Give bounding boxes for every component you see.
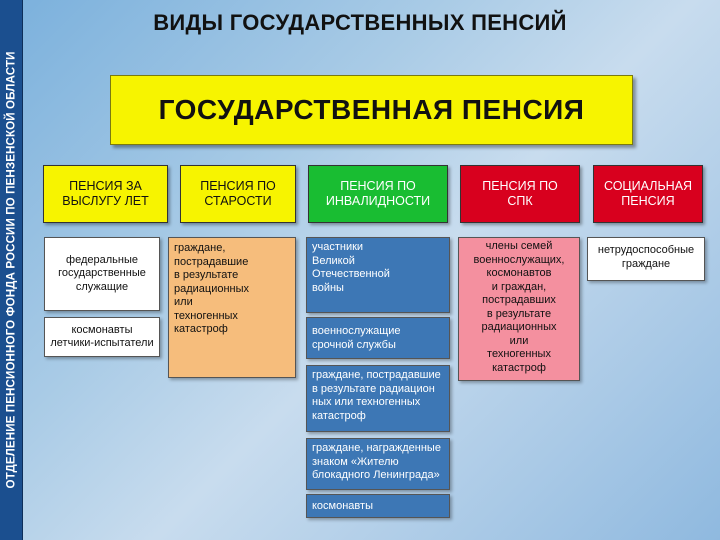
service-item-cosmonauts: космонавты летчики-испытатели [44, 317, 160, 357]
social-item: нетрудоспособные граждане [587, 237, 705, 281]
header-old-age-pension: ПЕНСИЯ ПО СТАРОСТИ [180, 165, 296, 223]
disability-item-conscripts: военнослужащие срочной службы [306, 317, 450, 359]
header-disability-pension: ПЕНСИЯ ПО ИНВАЛИДНОСТИ [308, 165, 448, 223]
sidebar-banner [0, 0, 23, 540]
old-age-item: граждане, пострадавшие в результате радиационных или техногенных катастроф [168, 237, 296, 378]
header-service-pension: ПЕНСИЯ ЗА ВЫСЛУГУ ЛЕТ [43, 165, 168, 223]
main-pension-box: ГОСУДАРСТВЕННАЯ ПЕНСИЯ [110, 75, 633, 145]
header-social-pension: СОЦИАЛЬНАЯ ПЕНСИЯ [593, 165, 703, 223]
disability-item-cosmonauts: космонавты [306, 494, 450, 518]
spk-item: члены семей военнослужащих, космонавтов и граждан, пострадавших в результате радиационных или техногенных катастроф [458, 237, 580, 381]
disability-item-radiation: граждане, пострадавшие в результате радиацион ных или техногенных катастроф [306, 365, 450, 432]
header-spk-pension: ПЕНСИЯ ПО СПК [460, 165, 580, 223]
sidebar-text: ОТДЕЛЕНИЕ ПЕНСИОННОГО ФОНДА РОССИИ ПО ПЕНЗЕНСКОЙ ОБЛАСТИ [4, 51, 18, 489]
disability-item-veterans: участники Великой Отечественной войны [306, 237, 450, 313]
page-title: ВИДЫ ГОСУДАРСТВЕННЫХ ПЕНСИЙ [153, 10, 567, 35]
disability-item-leningrad: граждане, награжденные знаком «Жителю блокадного Ленинграда» [306, 438, 450, 490]
service-item-civil-servants: федеральные государственные служащие [44, 237, 160, 311]
